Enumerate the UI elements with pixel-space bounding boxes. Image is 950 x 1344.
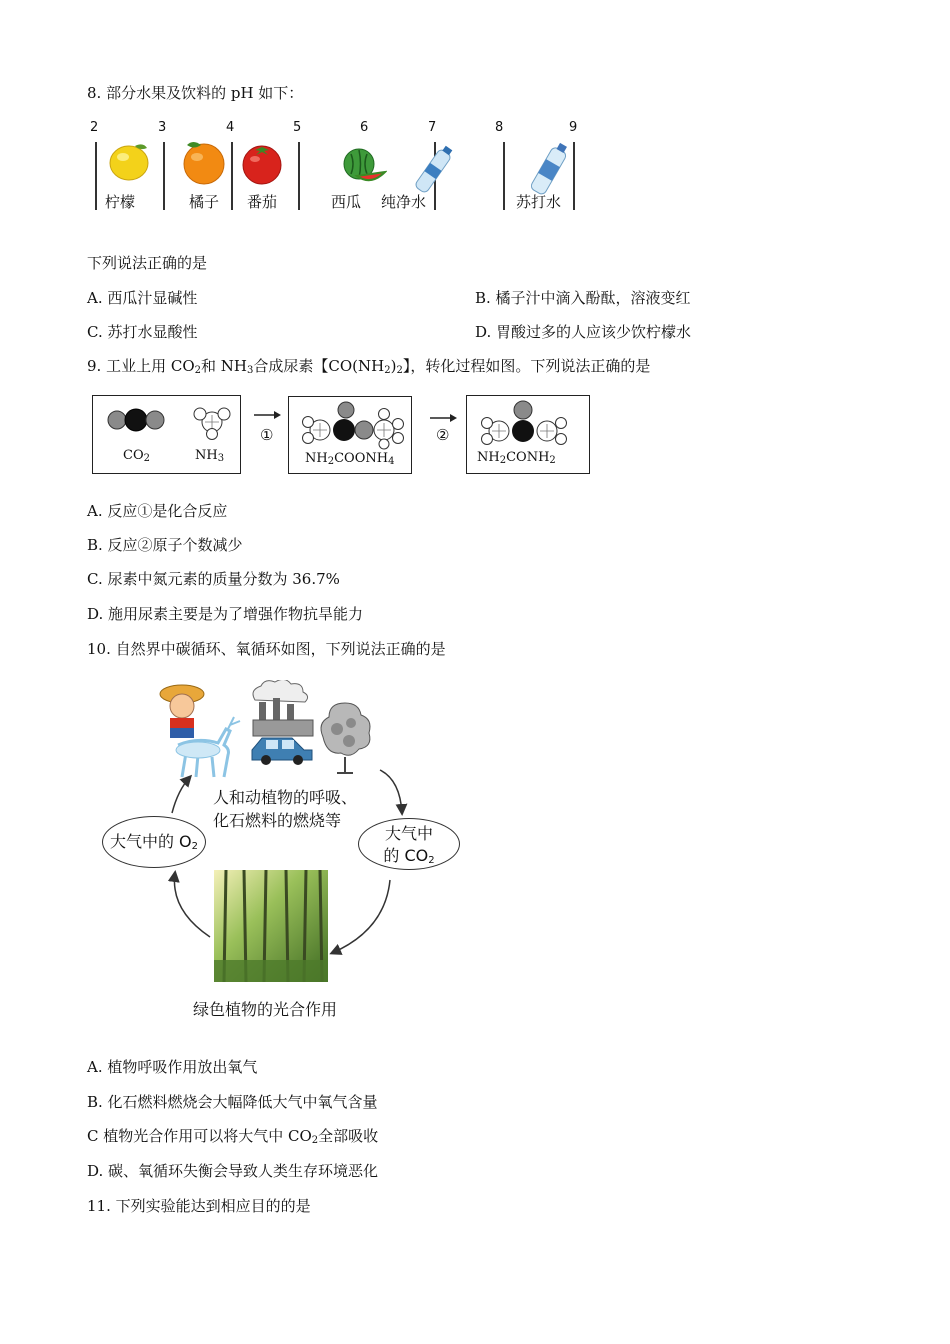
photosynthesis-label: 绿色植物的光合作用 bbox=[193, 1000, 338, 1019]
forest-image bbox=[214, 870, 328, 982]
q8-option-c[interactable]: C. 苏打水显酸性 bbox=[87, 323, 198, 341]
nh3-molecule-icon bbox=[188, 402, 234, 440]
ph-scale-figure bbox=[85, 118, 585, 218]
carbon-oxygen-cycle-diagram bbox=[90, 675, 480, 1025]
q10-stem: 10. 自然界中碳循环、氧循环如图，下列说法正确的是 bbox=[87, 640, 446, 658]
q11-stem: 11. 下列实验能达到相应目的的是 bbox=[87, 1197, 311, 1215]
ph-divider bbox=[95, 142, 97, 210]
reactants-box bbox=[92, 395, 241, 474]
q9-option-a[interactable]: A. 反应①是化合反应 bbox=[87, 502, 228, 520]
q8-option-d[interactable]: D. 胃酸过多的人应该少饮柠檬水 bbox=[475, 323, 692, 341]
item-label-orange: 橘子 bbox=[189, 193, 220, 211]
ph-tick: 3 bbox=[158, 120, 167, 135]
q10-option-b[interactable]: B. 化石燃料燃烧会大幅降低大气中氧气含量 bbox=[87, 1093, 378, 1111]
ph-tick: 7 bbox=[428, 120, 437, 135]
product-box bbox=[466, 395, 590, 474]
q10-option-d[interactable]: D. 碳、氧循环失衡会导致人类生存环境恶化 bbox=[87, 1162, 379, 1180]
deer-icon bbox=[168, 715, 248, 780]
item-label-water: 纯净水 bbox=[381, 193, 427, 211]
tomato-icon bbox=[239, 138, 285, 186]
q8-option-b[interactable]: B. 橘子汁中滴入酚酞，溶液变红 bbox=[475, 289, 691, 307]
q10-option-c[interactable]: C 植物光合作用可以将大气中 $CO_2$全部吸收 bbox=[87, 1127, 379, 1146]
ph-tick: 5 bbox=[293, 120, 302, 135]
q9-stem: 9. 工业上用 $CO_2$和 $NH_3$合成尿素【$CO(NH_2)_2$】，转化过程如图。下列说法正确的是 bbox=[87, 357, 651, 376]
co2-molecule-icon bbox=[105, 404, 167, 436]
intermediate-box bbox=[288, 396, 412, 474]
orange-icon bbox=[179, 138, 229, 186]
q9-option-c[interactable]: C. 尿素中氮元素的质量分数为 36.7% bbox=[87, 570, 340, 588]
ph-divider bbox=[163, 142, 165, 210]
item-label-watermelon: 西瓜 bbox=[331, 193, 362, 211]
q9-option-b[interactable]: B. 反应②原子个数减少 bbox=[87, 536, 243, 554]
ph-divider bbox=[298, 142, 300, 210]
ph-divider bbox=[503, 142, 505, 210]
ph-divider bbox=[573, 142, 575, 210]
respiration-label-line2: 化石燃料的燃烧等 bbox=[213, 811, 342, 830]
nh2coonh4-label: $NH_2COONH_4$ bbox=[305, 451, 395, 467]
respiration-label-line1: 人和动植物的呼吸、 bbox=[213, 788, 358, 807]
co2-label: $CO_2$ bbox=[123, 448, 150, 464]
step-two-label: ② bbox=[436, 426, 450, 444]
ph-tick: 6 bbox=[360, 120, 369, 135]
atmospheric-co2-node: 大气中 的 $CO_2$ bbox=[358, 818, 460, 870]
watermelon-icon bbox=[339, 146, 387, 190]
nh2coonh4-molecule-icon bbox=[294, 400, 410, 450]
nh3-label: $NH_3$ bbox=[195, 448, 225, 464]
urea-molecule-icon bbox=[477, 398, 581, 448]
ph-tick: 4 bbox=[226, 120, 235, 135]
q9-option-d[interactable]: D. 施用尿素主要是为了增强作物抗旱能力 bbox=[87, 605, 364, 623]
item-label-lemon: 柠檬 bbox=[105, 193, 136, 211]
arrow-right-icon bbox=[428, 411, 460, 425]
car-icon bbox=[248, 730, 316, 766]
q8-option-a[interactable]: A. 西瓜汁显碱性 bbox=[87, 289, 198, 307]
lemon-icon bbox=[105, 140, 153, 184]
ph-tick: 9 bbox=[569, 120, 578, 135]
q10-option-a[interactable]: A. 植物呼吸作用放出氧气 bbox=[87, 1058, 258, 1076]
tree-icon bbox=[315, 697, 375, 775]
arrow-right-icon bbox=[252, 408, 284, 422]
urea-label: $NH_2CONH_2$ bbox=[477, 450, 556, 466]
step-one-label: ① bbox=[260, 426, 274, 444]
ph-tick: 2 bbox=[90, 120, 99, 135]
item-label-soda: 苏打水 bbox=[516, 193, 562, 211]
ph-divider bbox=[231, 142, 233, 210]
item-label-tomato: 番茄 bbox=[247, 193, 278, 211]
ph-tick: 8 bbox=[495, 120, 504, 135]
q8-stem: 8. 部分水果及饮料的 pH 如下： bbox=[87, 84, 304, 102]
q8-question: 下列说法正确的是 bbox=[87, 254, 208, 272]
atmospheric-o2-node: 大气中的 $O_2$ bbox=[102, 816, 206, 868]
